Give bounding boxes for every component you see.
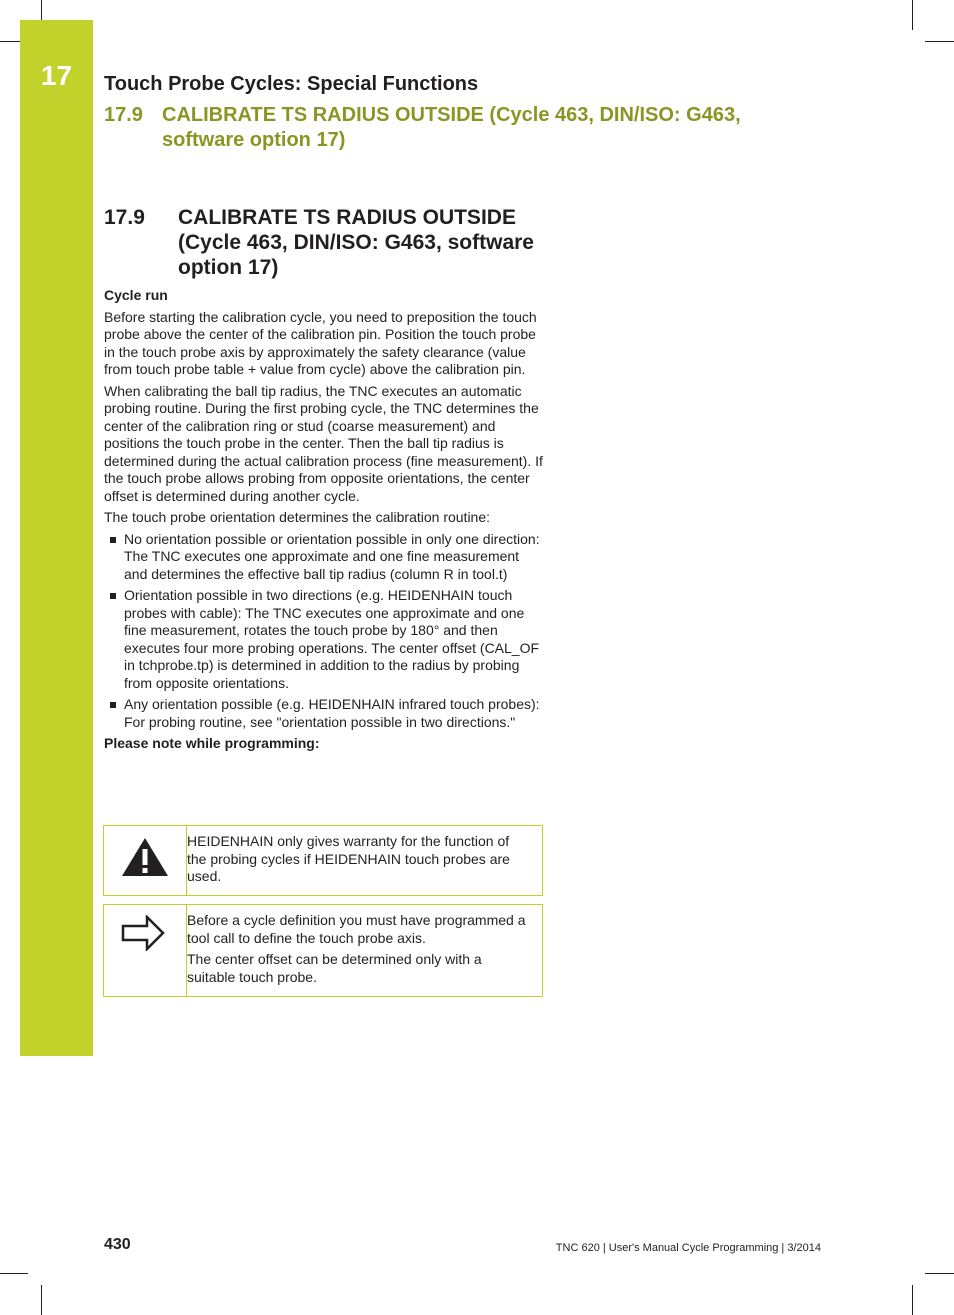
list-item-text: Any orientation possible (e.g. HEIDENHAIN infrared touch probes): For probing routine, see "orientation possible in two directions." [124,696,540,730]
warning-icon [120,836,170,878]
note-paragraph: HEIDENHAIN only gives warranty for the function of the probing cycles if HEIDENHAIN touch probes are used. [187,833,510,884]
orientation-list [104,531,544,732]
chapter-sidebar [20,20,93,1056]
running-section-header [104,103,784,153]
paragraph: The touch probe orientation determines the calibration routine: [104,509,491,525]
note-paragraph: The center offset can be determined only with a suitable touch probe. [187,951,482,985]
crop-mark [912,1285,913,1315]
list-item [104,531,544,584]
running-section-number: 17.9 [104,104,143,126]
note-icon-cell [104,905,187,996]
paragraph: Before starting the calibration cycle, you need to preposition the touch probe above the center of the calibration pin. Position the touch probe in the touch probe axis by approximately the safety clearance (value from touch probe table + value from cycle) above the calibration pin. [104,308,537,377]
note-text [187,905,542,995]
crop-mark [912,0,913,30]
crop-mark [41,0,42,20]
paragraph: When calibrating the ball tip radius, the TNC executes an automatic probing routine. During the first probing cycle, the TNC determines the center of the calibration ring or stud (coarse measurement) and positions the touch probe in the center. Then the ball tip radius is determined during the actual calibration process (fine measurement). If the touch probe allows probing from opposite orientations, the center offset is determined during another cycle. [104,382,543,504]
section-body [104,287,544,757]
crop-mark [925,41,954,42]
chapter-title: Touch Probe Cycles: Special Functions [104,73,479,95]
note-icon-cell [104,826,187,895]
crop-mark [925,1273,954,1274]
cycle-run-label: Cycle run [104,287,168,303]
page-number: 430 [104,1236,131,1253]
arrow-right-icon [121,915,165,951]
list-item [104,696,544,731]
bullet-icon [110,537,116,543]
list-item-text: No orientation possible or orientation possible in only one direction: The TNC executes one approximate and one fine measurement and determines the effective ball tip radius (column R in tool.t) [124,530,540,582]
bullet-icon [110,702,116,708]
bullet-icon [110,593,116,599]
programming-notes-label: Please note while programming: [104,735,320,751]
section-title: CALIBRATE TS RADIUS OUTSIDE (Cycle 463, DIN/ISO: G463, software option 17) [178,206,534,279]
list-item [104,587,544,692]
chapter-number: 17 [40,60,73,91]
info-note [103,904,543,997]
crop-mark [0,41,20,42]
note-text [187,826,542,895]
crop-mark [41,1285,42,1315]
note-paragraph: Before a cycle definition you must have programmed a tool call to define the touch probe axis. [187,912,526,946]
list-item-text: Orientation possible in two directions (e.g. HEIDENHAIN touch probes with cable): The TNC executes one approximate and one fine measurement, rotates the touch probe by 180° and then executes four more probing operations. The center offset (CAL_OF in tchprobe.tp) is determined in addition to the radius by probing from opposite orientations. [124,587,540,691]
section-number: 17.9 [104,206,145,229]
crop-mark [0,1273,28,1274]
footer-text: TNC 620 | User's Manual Cycle Programming | 3/2014 [555,1242,821,1254]
warning-note [103,825,543,896]
running-section-title: CALIBRATE TS RADIUS OUTSIDE (Cycle 463, DIN/ISO: G463, software option 17) [162,104,741,151]
section-heading [104,205,544,280]
